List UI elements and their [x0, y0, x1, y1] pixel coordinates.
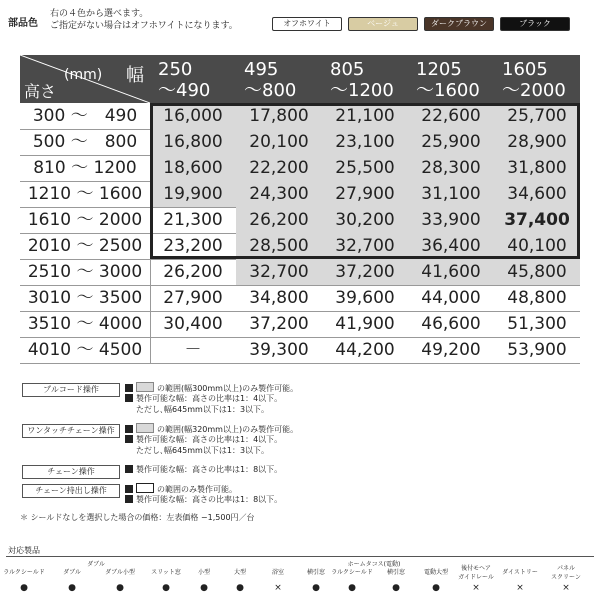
row-height-label: 2010 ～ 2500	[20, 233, 151, 259]
price-cell: 48,800	[507, 288, 567, 308]
operation-note-text: 製作可能な幅：高さの比率は1：8以下。	[136, 495, 283, 504]
operation-note-text: 製作可能な幅：高さの比率は1：8以下。	[136, 465, 283, 474]
row-height-label: 3510 ～ 4000	[20, 311, 151, 337]
product-mark: ×	[274, 583, 282, 593]
price-cell: 53,900	[507, 340, 567, 360]
price-cell: 28,500	[236, 233, 322, 259]
corner-height-label: 高さ	[24, 82, 57, 101]
price-cell: 31,800	[494, 155, 580, 181]
operation-note	[125, 393, 282, 404]
operation-note	[125, 434, 282, 445]
color-note-line1: 右の４色から選べます。	[50, 9, 149, 19]
price-cell: 17,800	[236, 103, 322, 129]
price-cell: 45,800	[494, 259, 580, 285]
color-option-2[interactable]: ベージュ	[348, 17, 418, 31]
square-bullet-icon	[125, 485, 133, 493]
price-cell: 44,000	[421, 288, 481, 308]
table-row	[20, 337, 580, 364]
row-height-label: 3010 ～ 3500	[20, 285, 151, 311]
price-cell: 32,700	[236, 259, 322, 285]
square-bullet-icon	[125, 425, 133, 433]
column-header-2	[244, 59, 296, 101]
product-header: 横引窓	[306, 569, 325, 576]
product-header: 横引窓	[386, 569, 405, 576]
square-bullet-icon	[125, 384, 133, 392]
operation-label: プルコード操作	[22, 383, 120, 397]
price-cell: 16,800	[150, 129, 236, 155]
table-row	[20, 129, 580, 156]
price-cell: 49,200	[421, 340, 481, 360]
operation-note-text: ただし､幅645mm以下は1：3以下。	[136, 405, 270, 414]
product-mark: ●	[68, 583, 76, 593]
row-height-label: 300 ～ 490	[20, 103, 151, 129]
column-header-to: ～800	[244, 80, 297, 101]
table-row	[20, 259, 580, 286]
price-cell: 25,700	[494, 103, 580, 129]
price-cell: 40,100	[494, 233, 580, 259]
color-option-1[interactable]: オフホワイト	[272, 17, 342, 31]
corner-width-label: 幅	[126, 65, 144, 86]
color-note-line2: ご指定がない場合はオフホワイトになります。	[50, 21, 238, 31]
product-header: 大型	[233, 569, 246, 576]
table-row	[20, 233, 580, 260]
gray-range-swatch-icon	[136, 382, 154, 392]
product-header: ダブル	[63, 569, 81, 576]
square-bullet-icon	[125, 435, 133, 443]
price-cell: 33,900	[408, 207, 494, 233]
corner-unit: (mm)	[64, 67, 103, 83]
products-title: 対応製品	[8, 546, 40, 555]
operation-note-text: 製作可能な幅：高さの比率は1：4以下。	[136, 435, 283, 444]
operation-label: ワンタッチチェーン操作	[22, 424, 120, 438]
price-cell: 22,600	[408, 103, 494, 129]
price-cell: 28,300	[408, 155, 494, 181]
price-cell: 26,200	[236, 207, 322, 233]
price-cell: 27,900	[322, 181, 408, 207]
price-cell: 37,200	[249, 314, 309, 334]
gray-range-swatch-icon	[136, 423, 154, 433]
column-header-to: ～2000	[502, 80, 566, 101]
price-cell: 20,100	[236, 129, 322, 155]
parts-color-label: 部品色	[8, 18, 38, 29]
price-cell: 21,300	[163, 210, 223, 230]
product-header: パネル スクリーン	[551, 565, 581, 581]
product-mark: ●	[312, 583, 320, 593]
column-header-to: ～490	[158, 80, 211, 101]
table-row	[20, 311, 580, 338]
price-cell: 34,600	[494, 181, 580, 207]
column-header-from: 495	[244, 59, 279, 80]
column-header-3	[330, 59, 394, 101]
footnote: ＊ シールドなしを選択した場合の価格：左表価格 −1,500円／台	[20, 513, 255, 522]
price-cell: 25,500	[322, 155, 408, 181]
row-height-label: 1610 ～ 2000	[20, 207, 151, 233]
row-height-label: 1210 ～ 1600	[20, 181, 151, 207]
price-cell: 23,200	[163, 236, 223, 256]
product-group-double: ダブル	[87, 561, 105, 568]
price-cell: 41,900	[335, 314, 395, 334]
price-cell: 25,900	[408, 129, 494, 155]
table-row	[20, 285, 580, 312]
price-cell: 32,700	[322, 233, 408, 259]
price-cell: 31,100	[408, 181, 494, 207]
product-header: スリット窓	[151, 569, 181, 576]
product-mark: ×	[516, 583, 524, 593]
price-cell: 30,200	[322, 207, 408, 233]
row-height-label: 810 ～ 1200	[20, 155, 151, 181]
products-divider	[6, 556, 594, 557]
price-cell: 30,400	[163, 314, 223, 334]
price-cell: 26,200	[163, 262, 223, 282]
table-row	[20, 207, 580, 234]
price-cell: 39,600	[335, 288, 395, 308]
product-mark: ●	[162, 583, 170, 593]
product-header: 浴室	[271, 569, 284, 576]
product-header: ラルクシールド	[3, 569, 45, 576]
product-mark: ●	[432, 583, 440, 593]
operation-note-text: の範囲(幅300mm以上)のみ製作可能。	[157, 384, 299, 393]
price-cell: 23,100	[322, 129, 408, 155]
column-header-1	[158, 59, 210, 101]
color-option-4[interactable]: ブラック	[500, 17, 570, 31]
price-cell: 37,400	[494, 207, 580, 233]
product-header: 電動大型	[423, 569, 448, 576]
price-cell: 22,200	[236, 155, 322, 181]
product-header: 小型	[197, 569, 210, 576]
column-header-from: 1605	[502, 59, 548, 80]
product-mark: ●	[392, 583, 400, 593]
row-height-label: 4010 ～ 4500	[20, 337, 151, 363]
operation-note	[125, 445, 269, 456]
product-group-home-tacos: ホームタコス(電動)	[347, 561, 401, 568]
column-header-to: ～1200	[330, 80, 394, 101]
table-row	[20, 155, 580, 182]
operation-note-text: の範囲のみ製作可能。	[157, 485, 237, 494]
price-cell: 19,900	[150, 181, 236, 207]
row-height-label: 2510 ～ 3000	[20, 259, 151, 285]
product-mark: ●	[236, 583, 244, 593]
operation-note	[125, 464, 282, 475]
price-cell: 39,300	[249, 340, 309, 360]
outlined-range-swatch-icon	[136, 483, 154, 493]
product-mark: ×	[562, 583, 570, 593]
column-header-to: ～1600	[416, 80, 480, 101]
product-mark: ●	[200, 583, 208, 593]
square-bullet-icon	[125, 394, 133, 402]
operation-note-text: 製作可能な幅：高さの比率は1：4以下。	[136, 394, 283, 403]
table-row	[20, 181, 580, 208]
table-row	[20, 103, 580, 130]
operation-note-text: ただし､幅645mm以下は1：3以下。	[136, 446, 270, 455]
column-header-5	[502, 59, 566, 101]
column-header-from: 250	[158, 59, 193, 80]
column-header-from: 1205	[416, 59, 462, 80]
product-header: ダブル小型	[105, 569, 135, 576]
price-cell: 34,800	[249, 288, 309, 308]
product-header: 後付モヘア ガイドレール	[458, 565, 494, 581]
table-header	[20, 55, 580, 103]
product-mark: ●	[348, 583, 356, 593]
column-header-from: 805	[330, 59, 365, 80]
price-cell: 28,900	[494, 129, 580, 155]
price-cell: 37,200	[322, 259, 408, 285]
operation-note	[125, 494, 282, 505]
product-header: ダイストリー	[502, 569, 538, 576]
square-bullet-icon	[125, 495, 133, 503]
price-cell: 27,900	[163, 288, 223, 308]
color-option-3[interactable]: ダークブラウン	[424, 17, 494, 31]
column-header-4	[416, 59, 480, 101]
operation-note-text: の範囲(幅320mm以上)のみ製作可能。	[157, 425, 299, 434]
price-cell: 51,300	[507, 314, 567, 334]
price-cell: 41,600	[408, 259, 494, 285]
price-cell: 44,200	[335, 340, 395, 360]
price-cell: 36,400	[408, 233, 494, 259]
product-mark: ●	[116, 583, 124, 593]
product-header: ラルクシールド	[331, 569, 373, 576]
price-cell: 21,100	[322, 103, 408, 129]
operation-note	[125, 404, 269, 415]
operation-label: チェーン操作	[22, 465, 120, 479]
price-cell: 24,300	[236, 181, 322, 207]
price-cell: 16,000	[150, 103, 236, 129]
operation-label: チェーン持出し操作	[22, 484, 120, 498]
product-mark: ×	[472, 583, 480, 593]
product-mark: ●	[20, 583, 28, 593]
price-cell: －	[184, 340, 202, 360]
square-bullet-icon	[125, 465, 133, 473]
row-height-label: 500 ～ 800	[20, 129, 151, 155]
price-cell: 46,600	[421, 314, 481, 334]
price-cell: 18,600	[150, 155, 236, 181]
